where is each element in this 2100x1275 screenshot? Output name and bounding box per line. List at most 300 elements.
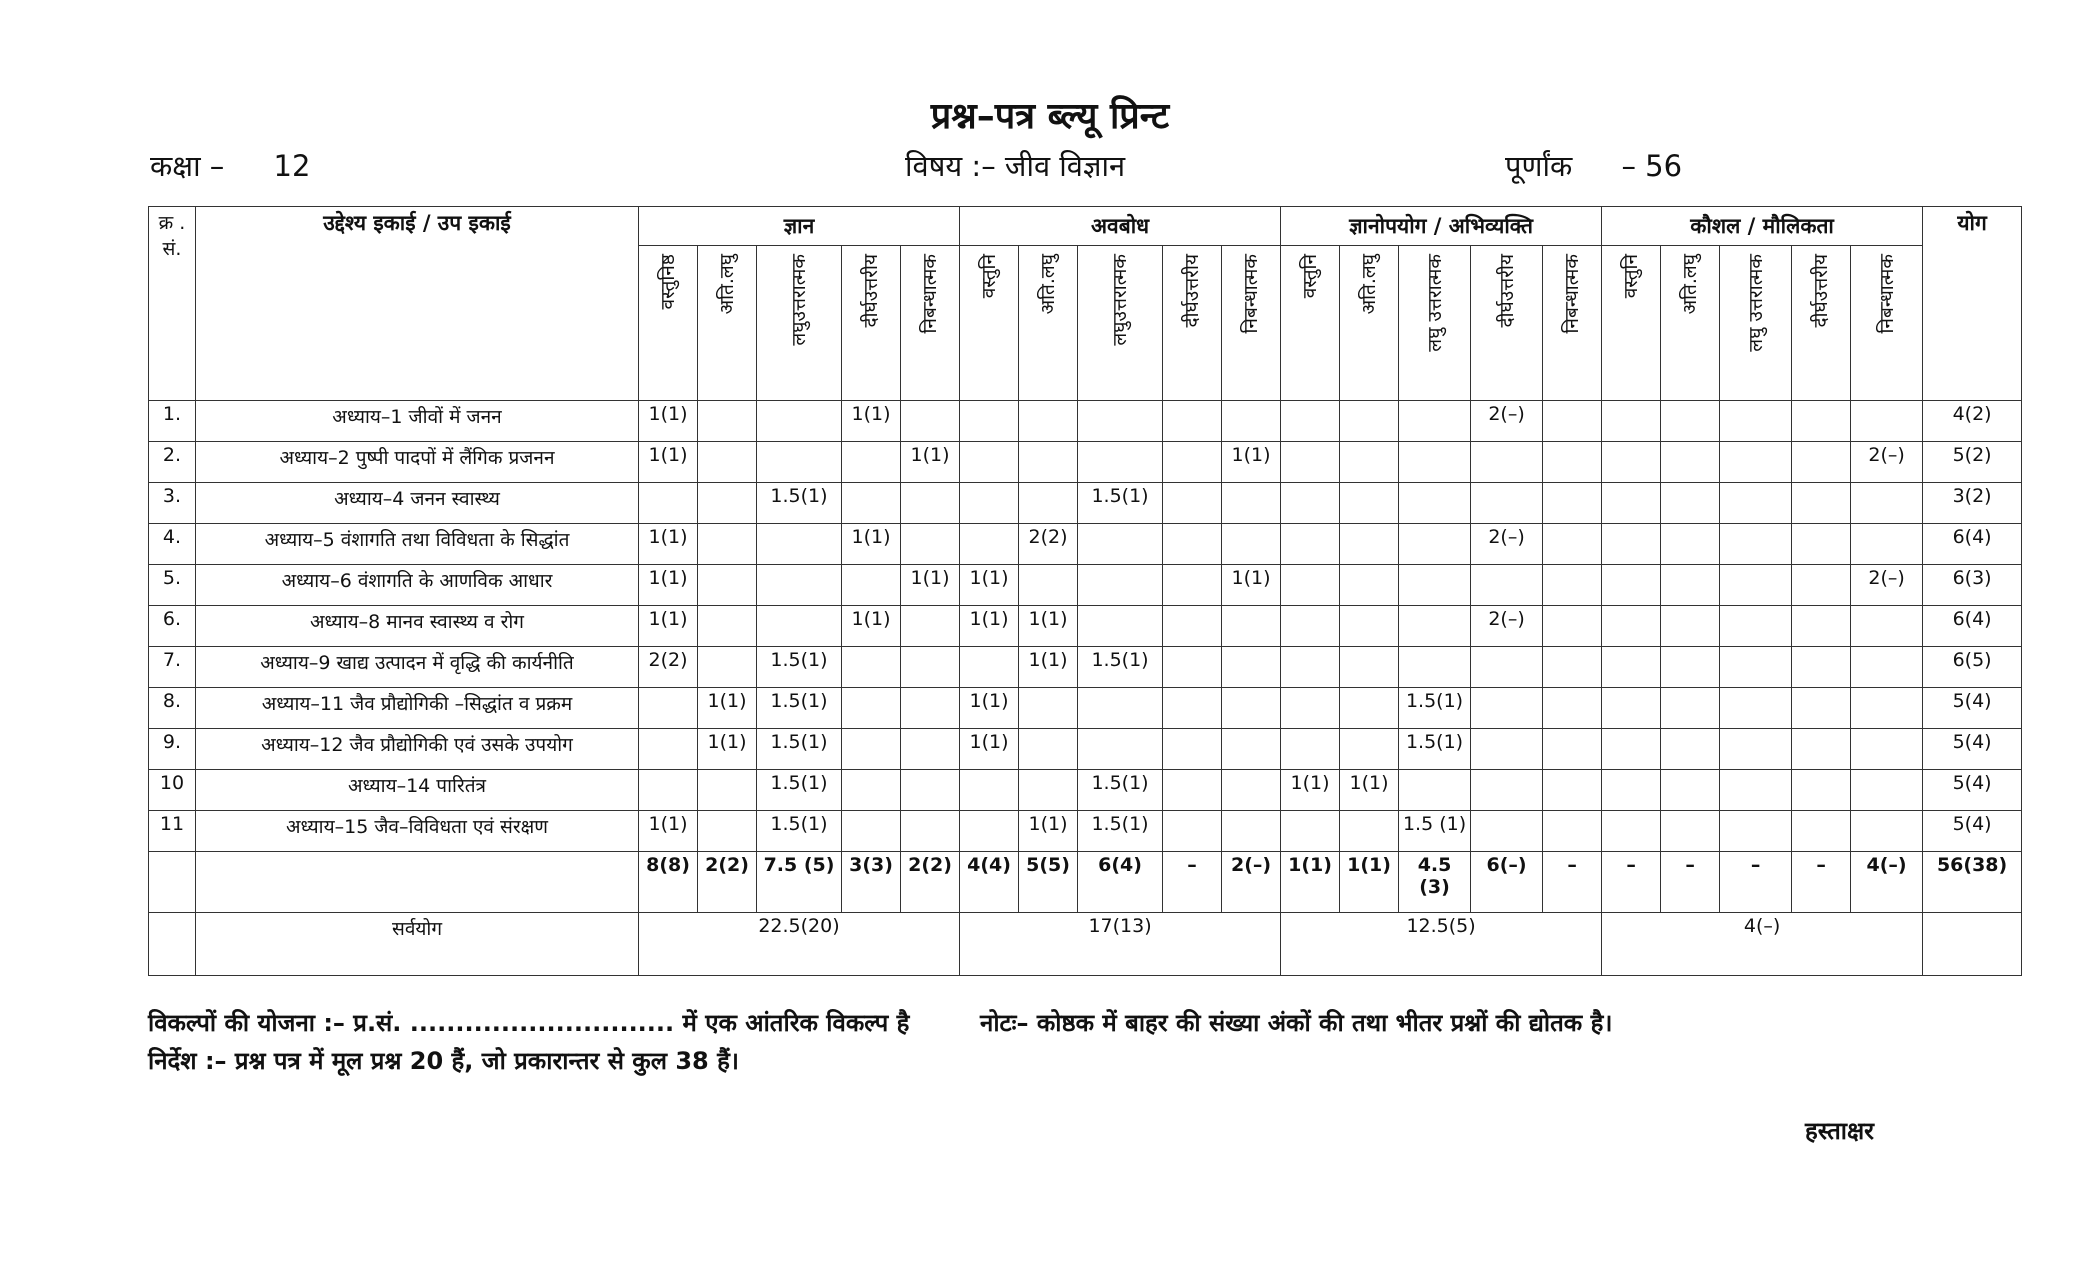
row-cell [1281,442,1340,483]
row-cell [842,483,901,524]
row-cell: 1.5(1) [757,688,842,729]
row-cell: 2(–) [1471,524,1543,565]
row-cell [901,483,960,524]
row-sno: 9. [149,729,196,770]
blueprint-table [148,206,2022,976]
row-cell [1543,770,1602,811]
row-cell [1792,811,1851,852]
row-cell [1792,401,1851,442]
totals-cell: – [1543,852,1602,913]
row-cell [1019,729,1078,770]
row-cell [842,770,901,811]
row-cell [1792,606,1851,647]
subheader-cell [1281,246,1340,401]
subheader-label: दीर्घउत्तरीय [1810,254,1833,328]
subheader-label: वस्तुनि [1620,254,1643,299]
table-row [149,565,2022,606]
row-cell [1792,524,1851,565]
subheader-label: लघु उत्तरात्मक [1423,254,1446,352]
row-cell: 1.5(1) [1399,688,1471,729]
row-cell [1602,565,1661,606]
row-cell [1078,524,1163,565]
row-cell [1720,770,1792,811]
group-gyan: ज्ञान [639,207,960,246]
group-gyanopyog: ज्ञानोपयोग / अभिव्यक्ति [1281,207,1602,246]
row-cell [1471,483,1543,524]
row-cell: 1.5(1) [757,729,842,770]
row-cell [842,811,901,852]
row-cell [1661,483,1720,524]
grand-total: 56(38) [1923,852,2022,913]
row-cell [1602,606,1661,647]
row-cell [1661,688,1720,729]
row-cell [1543,729,1602,770]
row-cell [1661,524,1720,565]
totals-sno-blank [149,852,196,913]
row-cell [698,483,757,524]
row-cell [1851,401,1923,442]
row-cell: 1(1) [1222,442,1281,483]
row-cell [1281,401,1340,442]
table-row [149,770,2022,811]
row-cell [960,811,1019,852]
subheader-label: अति.लघु [1358,254,1381,315]
row-cell [1471,729,1543,770]
table-row [149,524,2022,565]
row-cell [1163,442,1222,483]
row-cell [1720,729,1792,770]
row-cell [1602,729,1661,770]
row-cell [1792,483,1851,524]
row-cell [698,606,757,647]
row-cell: 1(1) [960,565,1019,606]
row-cell [1019,401,1078,442]
totals-cell: – [1602,852,1661,913]
subheader-cell [1163,246,1222,401]
row-cell [1340,565,1399,606]
row-cell [1602,401,1661,442]
page-title: प्रश्न–पत्र ब्ल्यू प्रिन्ट [930,96,1170,137]
row-total: 3(2) [1923,483,2022,524]
row-cell: 1(1) [698,688,757,729]
row-cell [960,647,1019,688]
row-cell [1851,647,1923,688]
row-cell [639,770,698,811]
row-cell: 1(1) [1340,770,1399,811]
row-sno: 6. [149,606,196,647]
row-cell [842,565,901,606]
subheader-cell [1222,246,1281,401]
row-cell: 1(1) [960,729,1019,770]
row-cell [1602,770,1661,811]
subheader-label: वस्तुनिष्ठ [657,254,679,310]
row-unit: अध्याय–12 जैव प्रौद्योगिकी एवं उसके उपयोग [196,729,639,770]
group-sum: 12.5(5) [1281,913,1602,976]
row-cell: 2(–) [1851,565,1923,606]
row-cell [1792,442,1851,483]
row-cell [901,606,960,647]
row-cell [1720,565,1792,606]
row-cell [1720,524,1792,565]
row-cell [1163,811,1222,852]
row-cell [1471,442,1543,483]
row-cell [901,524,960,565]
row-cell [1543,483,1602,524]
row-sno: 1. [149,401,196,442]
row-cell [960,401,1019,442]
row-cell: 1(1) [639,401,698,442]
totals-cell: 7.5 (5) [757,852,842,913]
row-cell [639,483,698,524]
row-cell: 1(1) [901,442,960,483]
row-cell [1163,647,1222,688]
row-unit: अध्याय–6 वंशागति के आणविक आधार [196,565,639,606]
row-cell [1019,770,1078,811]
row-unit: अध्याय–2 पुष्पी पादपों में लैंगिक प्रजनन [196,442,639,483]
totals-cell: 6(4) [1078,852,1163,913]
row-cell [1471,565,1543,606]
row-cell [1222,401,1281,442]
row-cell [1661,770,1720,811]
row-cell [960,770,1019,811]
row-cell: 1(1) [842,524,901,565]
row-cell [1851,524,1923,565]
subheader-label: लघुउत्तरात्मक [1109,254,1132,346]
row-cell [1720,688,1792,729]
row-cell [1340,647,1399,688]
row-cell [901,729,960,770]
row-sno: 11 [149,811,196,852]
row-cell [1019,565,1078,606]
row-cell [1851,483,1923,524]
row-unit: अध्याय–15 जैव–विविधता एवं संरक्षण [196,811,639,852]
row-total: 6(3) [1923,565,2022,606]
row-cell: 1(1) [1019,811,1078,852]
row-cell: 2(–) [1851,442,1923,483]
subheader-label: अति.लघु [716,254,738,315]
row-cell [960,442,1019,483]
table-row [149,606,2022,647]
subheader-cell [1851,246,1923,401]
row-cell [1281,524,1340,565]
signature-label: हस्ताक्षर [1805,1117,1874,1145]
row-cell [901,811,960,852]
row-cell [842,647,901,688]
row-cell [1222,524,1281,565]
row-cell [1720,811,1792,852]
table-row [149,688,2022,729]
row-cell [757,401,842,442]
subheader-label: निबन्धात्मक [919,254,941,334]
row-cell [960,524,1019,565]
row-cell [1543,688,1602,729]
row-cell [1661,606,1720,647]
row-total: 5(4) [1923,811,2022,852]
subheader-label: दीर्घउत्तरीय [1181,254,1204,328]
row-cell [698,524,757,565]
grand-total-blank [1923,913,2022,976]
totals-cell: 5(5) [1019,852,1078,913]
row-cell [1471,647,1543,688]
row-cell [1399,442,1471,483]
row-cell [1222,729,1281,770]
row-total: 5(4) [1923,770,2022,811]
row-total: 5(2) [1923,442,2022,483]
row-cell: 1(1) [960,688,1019,729]
row-cell [1851,606,1923,647]
row-sno: 7. [149,647,196,688]
totals-cell: 1(1) [1281,852,1340,913]
row-cell [1399,401,1471,442]
row-sno: 3. [149,483,196,524]
row-unit: अध्याय–4 जनन स्वास्थ्य [196,483,639,524]
row-cell [1019,688,1078,729]
row-cell: 2(–) [1471,401,1543,442]
row-unit: अध्याय–8 मानव स्वास्थ्य व रोग [196,606,639,647]
subheader-cell [901,246,960,401]
marks-value: – 56 [1621,149,1683,183]
table-row [149,647,2022,688]
row-cell [1340,524,1399,565]
row-cell: 1.5(1) [757,483,842,524]
row-cell [1471,811,1543,852]
subheader-label: लघुउत्तरात्मक [788,254,810,346]
row-cell: 1.5(1) [1078,483,1163,524]
subheader-label: निबन्धात्मक [1240,254,1263,334]
row-cell: 2(2) [639,647,698,688]
row-cell [1281,565,1340,606]
row-cell [1078,565,1163,606]
table-row [149,401,2022,442]
row-cell [1163,770,1222,811]
row-cell [1163,565,1222,606]
totals-unit-blank [196,852,639,913]
row-cell [1163,729,1222,770]
row-cell [1163,401,1222,442]
table-row [149,811,2022,852]
group-sum: 17(13) [960,913,1281,976]
row-cell [1078,401,1163,442]
row-cell [1602,647,1661,688]
row-cell [1399,524,1471,565]
group-kaushal: कौशल / मौलिकता [1602,207,1923,246]
row-cell [698,401,757,442]
marks-info [1505,146,1682,185]
totals-cell: 6(–) [1471,852,1543,913]
row-cell [1399,647,1471,688]
subheader-label: अति.लघु [1679,254,1702,315]
totals-cell: – [1163,852,1222,913]
row-cell [1281,647,1340,688]
row-total: 4(2) [1923,401,2022,442]
row-total: 6(4) [1923,606,2022,647]
grand-label: सर्वयोग [196,913,639,976]
row-cell [1543,565,1602,606]
group-sum: 4(–) [1602,913,1923,976]
row-cell: 1.5(1) [757,647,842,688]
row-cell [1661,442,1720,483]
row-cell [698,565,757,606]
row-cell [1340,811,1399,852]
row-cell [1019,442,1078,483]
row-cell [1340,483,1399,524]
row-cell [1399,565,1471,606]
row-cell [1602,811,1661,852]
row-cell: 1(1) [639,606,698,647]
col-unit-header: उद्देश्य इकाई / उप इकाई [196,207,639,401]
grand-sno-blank [149,913,196,976]
row-cell: 1.5 (1) [1399,811,1471,852]
row-cell [1720,483,1792,524]
row-cell [1471,770,1543,811]
row-cell [1661,565,1720,606]
row-cell [1851,688,1923,729]
row-sno: 4. [149,524,196,565]
row-cell [757,565,842,606]
row-cell [1471,688,1543,729]
row-unit: अध्याय–5 वंशागति तथा विविधता के सिद्धांत [196,524,639,565]
row-cell [1720,442,1792,483]
subheader-cell [639,246,698,401]
row-sno: 5. [149,565,196,606]
subheader-label: अति.लघु [1037,254,1060,315]
row-cell [1851,770,1923,811]
totals-cell: – [1792,852,1851,913]
row-cell [960,483,1019,524]
row-cell [1340,442,1399,483]
totals-cell: – [1661,852,1720,913]
row-cell [1222,483,1281,524]
row-cell [901,688,960,729]
row-cell [1543,524,1602,565]
row-cell [842,729,901,770]
table-row [149,729,2022,770]
totals-cell: 4(–) [1851,852,1923,913]
subheader-label: लघु उत्तरात्मक [1744,254,1767,352]
row-cell [757,524,842,565]
row-sno: 8. [149,688,196,729]
col-total-header: योग [1923,207,2022,401]
row-cell [1340,729,1399,770]
table-row [149,483,2022,524]
row-cell: 1.5(1) [1078,647,1163,688]
row-cell [1163,688,1222,729]
row-cell: 1.5(1) [1078,770,1163,811]
subheader-cell [1399,246,1471,401]
row-cell: 1(1) [960,606,1019,647]
totals-row [149,852,2022,913]
row-cell: 1.5(1) [757,770,842,811]
row-cell [1720,647,1792,688]
subheader-cell [1471,246,1543,401]
row-cell [1163,483,1222,524]
row-cell [901,401,960,442]
totals-cell: 8(8) [639,852,698,913]
row-cell [1163,524,1222,565]
row-unit: अध्याय–1 जीवों में जनन [196,401,639,442]
row-cell [1661,401,1720,442]
row-cell [698,811,757,852]
row-cell [901,770,960,811]
class-info [150,146,310,185]
row-cell [1399,483,1471,524]
row-total: 6(4) [1923,524,2022,565]
row-cell [1281,729,1340,770]
totals-cell: 4.5 (3) [1399,852,1471,913]
row-cell [1851,729,1923,770]
subheader-cell [960,246,1019,401]
row-cell: 1(1) [842,401,901,442]
row-cell [1078,688,1163,729]
subheader-cell [757,246,842,401]
row-cell [1019,483,1078,524]
row-cell [1543,401,1602,442]
row-cell [1543,606,1602,647]
options-scheme: विकल्पों की योजना :– प्र.सं. ............................. में एक आंतरिक विकल्प है [148,1009,910,1037]
totals-cell: 2(–) [1222,852,1281,913]
row-cell: 1(1) [639,811,698,852]
row-cell [757,606,842,647]
row-cell [1661,811,1720,852]
subheader-cell [1543,246,1602,401]
subheader-cell [698,246,757,401]
subheader-cell [842,246,901,401]
row-cell [639,688,698,729]
group-avbodh: अवबोध [960,207,1281,246]
subheader-cell [1661,246,1720,401]
row-cell: 1(1) [639,565,698,606]
row-cell [1222,770,1281,811]
totals-cell: 4(4) [960,852,1019,913]
subheader-cell [1720,246,1792,401]
row-cell [639,729,698,770]
row-sno: 10 [149,770,196,811]
marks-label: पूर्णांक [1505,149,1573,183]
row-cell [1163,606,1222,647]
row-cell [1078,442,1163,483]
row-cell: 2(–) [1471,606,1543,647]
subheader-label: दीर्घउत्तरीय [860,254,882,328]
grand-sum-row [149,913,2022,976]
row-cell [698,770,757,811]
row-cell [1792,729,1851,770]
row-cell [1543,811,1602,852]
row-total: 5(4) [1923,729,2022,770]
row-cell [1602,483,1661,524]
subheader-cell [1792,246,1851,401]
row-cell [1222,647,1281,688]
row-cell: 1.5(1) [1399,729,1471,770]
row-cell: 1(1) [639,442,698,483]
subheader-label: वस्तुनि [1299,254,1322,299]
row-cell: 1(1) [1222,565,1281,606]
row-cell [698,647,757,688]
row-cell [698,442,757,483]
row-cell [842,688,901,729]
row-cell: 1(1) [842,606,901,647]
row-cell [1281,688,1340,729]
subheader-cell [1019,246,1078,401]
totals-cell: 2(2) [698,852,757,913]
row-cell [1602,688,1661,729]
col-sno-header: क्र . सं. [149,207,196,401]
row-cell [1720,606,1792,647]
row-unit: अध्याय–9 खाद्य उत्पादन में वृद्धि की कार्यनीति [196,647,639,688]
row-cell [1720,401,1792,442]
row-cell [757,442,842,483]
subheader-label: निबन्धात्मक [1875,254,1898,334]
row-cell [1222,811,1281,852]
